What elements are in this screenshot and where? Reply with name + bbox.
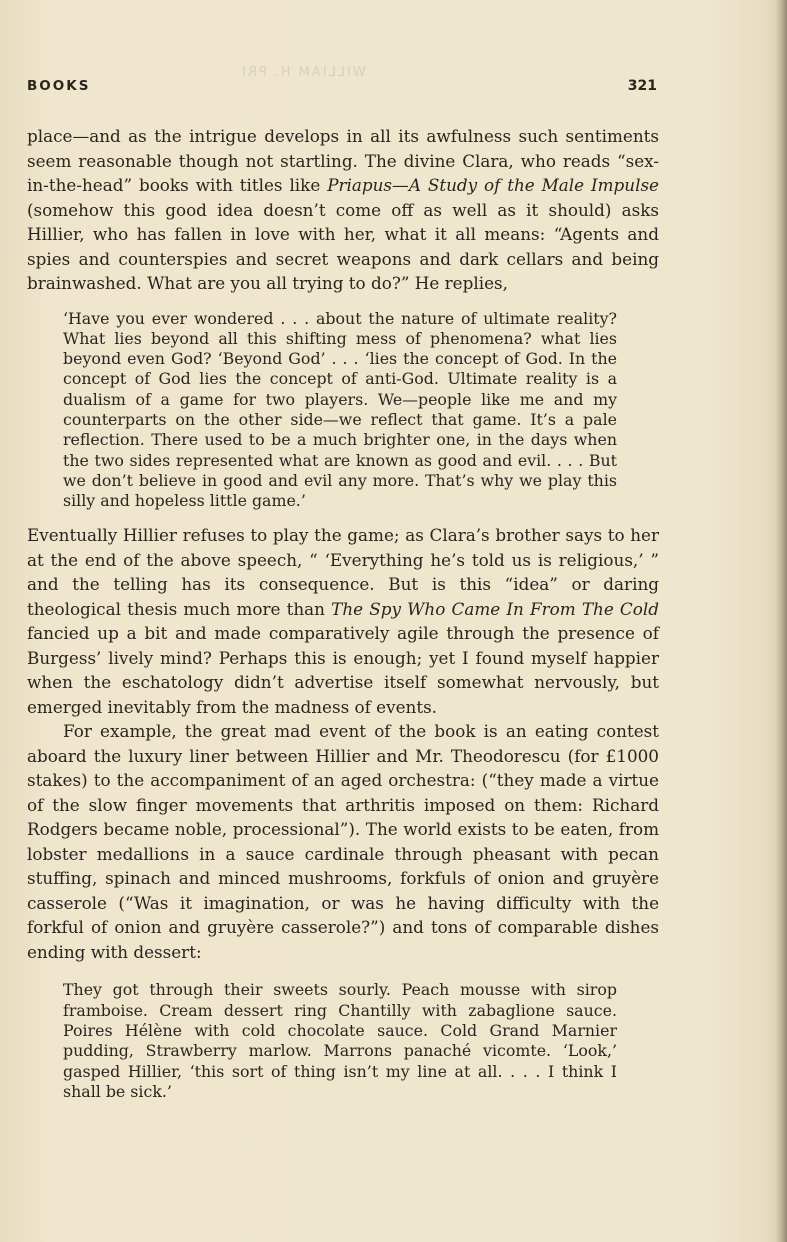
paragraph-2-text-b: fancied up a bit and made comparatively agile through the presence of Burgess’ lively mind? Perhaps this is enough; yet I found myself happier when the eschatology didn’t advertise itself somewhat nervously, but emerged inevitably from the madness of events. [27, 623, 659, 717]
paragraph-3: For example, the great mad event of the book is an eating contest aboard the luxury liner between Hillier and Mr. Theodorescu (for £1000 stakes) to the accompaniment of an aged orchestra: (“they made a virtue of the slow finger movements that arthritis imposed on them: Richard Rodgers became noble, processional”). The world exists to be eaten, from lobster medallions in a sauce cardinale through pheasant with pecan stuffing, spinach and minced mushrooms, forkfuls of onion and gruyère casserole (“Was it imagination, or was he having difficulty with the forkful of onion and gruyère casserole?”) and tons of comparable dishes ending with dessert: [27, 721, 659, 962]
paragraph-2-text-a: Eventually Hillier refuses to play the game; as Clara’s brother says to her at the end of the above speech, “ ‘Everything he’s told us is religious,’ ” and the telling has its consequence. But is this “idea” or daring theological thesis much more than [27, 525, 659, 619]
spine-shadow [775, 0, 787, 1242]
paragraph-1-text-a: place—and as the intrigue develops in all its awfulness such sentiments seem reasonable though not startling. The divine Clara, who reads “sex-in-the-head” books with titles like [27, 126, 659, 195]
block-quote-2: They got through their sweets sourly. Peach mousse with sirop framboise. Cream dessert ring Chantilly with zabaglione sauce. Poires Hélène with cold chocolate sauce. Cold Grand Marnier pudding, Strawberry marlow. Marrons panaché vicomte. ‘Look,’ gasped Hillier, ‘this sort of thing isn’t my line at all. . . . I think I shall be sick.’ [63, 980, 617, 1101]
paragraph-1-text-b: (somehow this good idea doesn’t come off as well as it should) asks Hillier, who has fallen in love with her, what it all means: “Agents and spies and counterspies and secret weapons and dark cellars and being brainwashed. What are you all trying to do?” He replies, [27, 199, 659, 293]
book-title-spy: The Spy Who Came In From The Cold [331, 598, 659, 619]
paragraph-1 [27, 124, 659, 296]
section-title: BOOKS [27, 78, 91, 94]
paragraph-2 [27, 523, 659, 719]
running-head [27, 78, 657, 100]
book-title-priapus: Priapus—A Study of the Male Impulse [327, 175, 659, 195]
body-text [27, 124, 659, 1102]
block-quote-1: ‘Have you ever wondered . . . about the nature of ultimate reality? What lies beyond all this shifting mess of phenomena? what lies beyond even God? ‘Beyond God’ . . . ‘lies the concept of God. In the concept of God lies the concept of anti-God. Ultimate reality is a dualism of a game for two players. We—people like me and my counterparts on the other side—we reflect that game. It’s a pale reflection. There used to be a much brighter one, in the days when the two sides represented what are known as good and evil. . . . But we don’t believe in good and evil any more. That’s why we play this silly and hopeless little game.’ [63, 308, 617, 511]
page-number: 321 [627, 78, 657, 94]
show-through-text: WILLIAM H. PRI [240, 65, 366, 80]
